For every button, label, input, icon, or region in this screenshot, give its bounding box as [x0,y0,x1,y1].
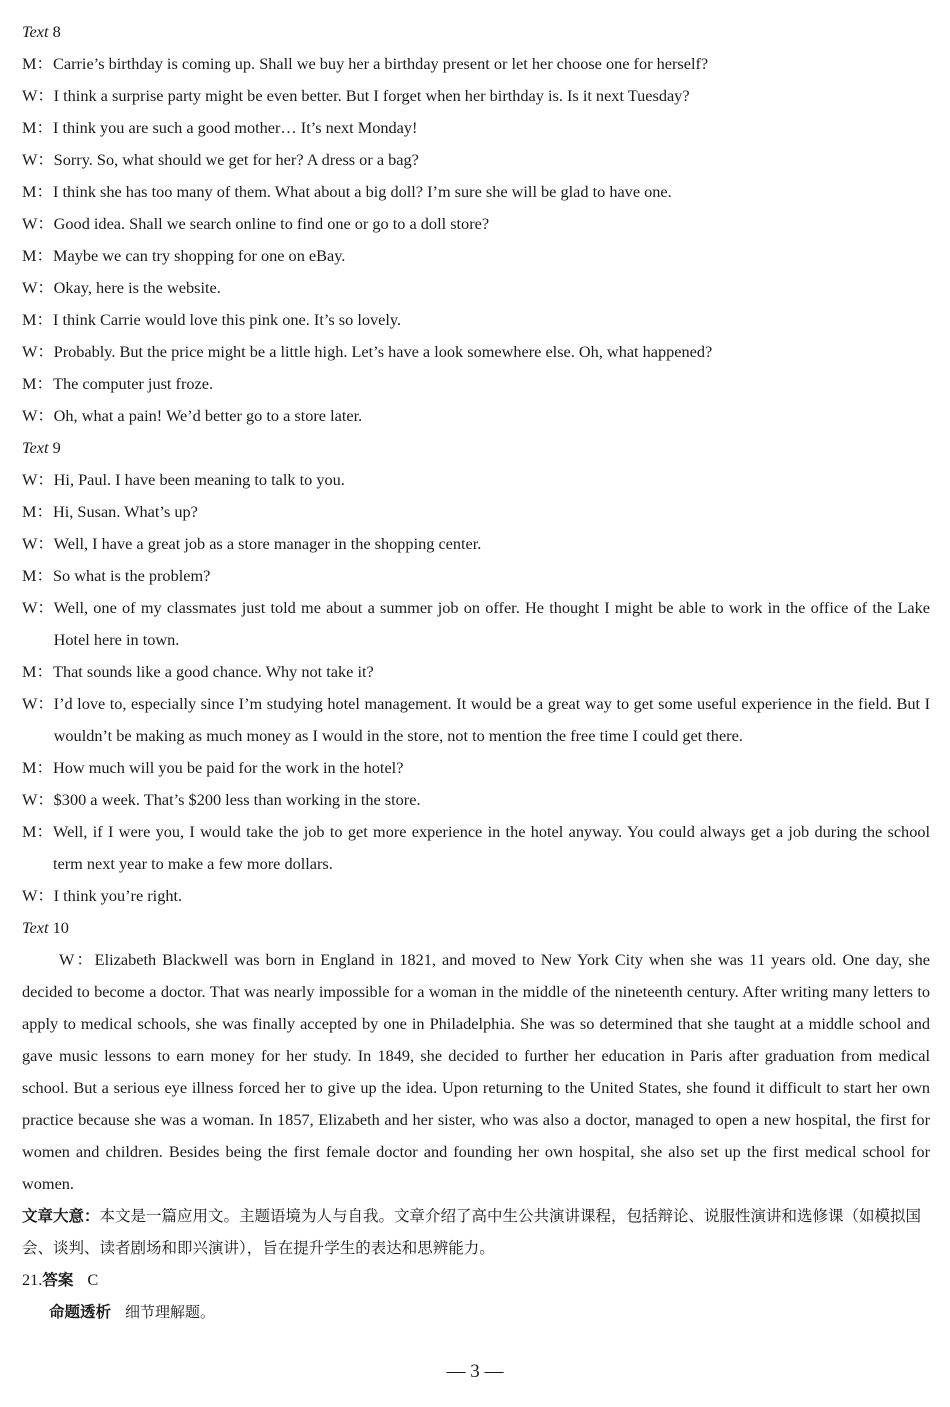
article-summary [22,1200,930,1264]
dialogue-lines [22,48,930,432]
utterance-text: I’d love to, especially since I’m studying hotel management. It would be a great way to get some useful experience in the field. But I wouldn’t be making as much money as I would in the store, not to mention the free time I could get there. [53,694,930,745]
speaker-label: M： [22,118,53,137]
speaker-label: M： [22,502,53,521]
speaker-label: W： [22,150,54,169]
dialogue-line [22,240,930,272]
title-prefix: Text [22,918,49,937]
utterance-text: Sorry. So, what should we get for her? A dress or a bag? [53,150,419,169]
dialogue-line [22,560,930,592]
speaker-label: M： [22,822,53,841]
utterance-text: Maybe we can try shopping for one on eBay. [53,246,346,265]
title-prefix: Text [22,22,49,41]
dialogue-line [22,880,930,912]
speaker-label: M： [22,758,53,777]
utterance-text: I think you are such a good mother… It’s next Monday! [53,118,418,137]
utterance-text: Probably. But the price might be a little high. Let’s have a look somewhere else. Oh, what happened? [53,342,713,361]
text10-title [22,912,930,944]
dialogue-line [22,784,930,816]
summary-text: 本文是一篇应用文。主题语境为人与自我。文章介绍了高中生公共演讲课程，包括辩论、说服性演讲和选修课（如模拟国会、谈判、读者剧场和即兴演讲），旨在提升学生的表达和思辨能力。 [22,1207,922,1257]
document-page [22,16,930,1328]
utterance-text: That sounds like a good chance. Why not take it? [53,662,374,681]
speaker-label: W： [22,470,54,489]
speaker-label: W： [22,278,54,297]
speaker-label: W： [22,534,54,553]
dialogue-line [22,304,930,336]
monologue-paragraph: W：Elizabeth Blackwell was born in England in 1821, and moved to New York City when she was 11 years old. One day, she decided to become a doctor. That was nearly impossible for a woman in the middle of the nineteenth century. After writing many letters to apply to medical schools, she was finally accepted by one in Philadelphia. She was so determined that she taught at a middle school and gave music lessons to earn money for her study. In 1849, she decided to further her education in Paris after graduation from medical school. But a serious eye illness forced her to give up the idea. Upon returning to the United States, she found it difficult to start her own practice because she was a woman. In 1857, Elizabeth and her sister, who was also a doctor, managed to open a new hospital, the first for women and children. Besides being the first female doctor and founding her own hospital, she also set up the first medical school for women. [22,950,930,1193]
dialogue-line [22,496,930,528]
dialogue-lines [22,464,930,912]
analysis-text: 细节理解题。 [125,1303,216,1321]
dialogue-line [22,656,930,688]
utterance-text: Well, one of my classmates just told me about a summer job on offer. He thought I might be able to work in the office of the Lake Hotel here in town. [53,598,930,649]
answer-label: 答案 [42,1271,74,1289]
dialogue-line [22,336,930,368]
utterance-text: How much will you be paid for the work in the hotel? [53,758,404,777]
speaker-label: M： [22,54,53,73]
dialogue-line [22,752,930,784]
text10-section [22,912,930,1200]
utterance-text: The computer just froze. [53,374,214,393]
speaker-label: W： [22,214,54,233]
title-prefix: Text [22,438,49,457]
utterance-text: I think she has too many of them. What about a big doll? I’m sure she will be glad to have one. [53,182,672,201]
speaker-label: W： [22,598,54,617]
answer-line [22,1264,930,1296]
utterance-text: I think you’re right. [53,886,183,905]
text9-title [22,432,930,464]
utterance-text: Oh, what a pain! We’d better go to a store later. [53,406,363,425]
utterance-text: Carrie’s birthday is coming up. Shall we buy her a birthday present or let her choose one for herself? [53,54,709,73]
utterance-text: $300 a week. That’s $200 less than working in the store. [53,790,421,809]
title-number: 10 [52,918,69,937]
speaker-label: M： [22,246,53,265]
title-number: 9 [52,438,61,457]
utterance-text: I think Carrie would love this pink one. It’s so lovely. [53,310,402,329]
dialogue-line [22,48,930,80]
utterance-text: So what is the problem? [53,566,211,585]
answer-value: C [87,1270,99,1289]
analysis-label: 命题透析 [49,1303,112,1321]
dialogue-line [22,464,930,496]
speaker-label: W： [22,86,54,105]
dialogue-line [22,400,930,432]
dialogue-line [22,816,930,880]
dialogue-line [22,208,930,240]
analysis-line [22,1296,930,1328]
utterance-text: Well, I have a great job as a store manager in the shopping center. [53,534,482,553]
dialogue-line [22,80,930,112]
speaker-label: M： [22,374,53,393]
summary-label: 文章大意： [22,1207,100,1225]
dialogue-line [22,144,930,176]
speaker-label: W： [22,342,54,361]
question-number: 21. [22,1270,43,1289]
speaker-label: M： [22,182,53,201]
page-number: — 3 — [446,1361,504,1382]
dialogue-line [22,112,930,144]
dialogue-line [22,528,930,560]
speaker-label: M： [22,662,53,681]
utterance-text: Hi, Susan. What’s up? [53,502,198,521]
speaker-label: W： [22,790,54,809]
utterance-text: Good idea. Shall we search online to find one or go to a doll store? [53,214,490,233]
utterance-text: Hi, Paul. I have been meaning to talk to you. [53,470,345,489]
dialogue-line [22,272,930,304]
speaker-label: W： [22,694,54,713]
speaker-label: M： [22,566,53,585]
speaker-label: M： [22,310,53,329]
text8-section [22,16,930,432]
dialogue-line [22,176,930,208]
utterance-text: Well, if I were you, I would take the job to get more experience in the hotel anyway. You could always get a job during the school term next year to make a few more dollars. [53,822,930,873]
dialogue-line [22,688,930,752]
title-number: 8 [52,22,61,41]
text9-section [22,432,930,912]
utterance-text: I think a surprise party might be even better. But I forget when her birthday is. Is it next Tuesday? [53,86,690,105]
speaker-label: W： [22,886,54,905]
speaker-label: W： [22,406,54,425]
text8-title [22,16,930,48]
utterance-text: Okay, here is the website. [53,278,221,297]
dialogue-line [22,592,930,656]
dialogue-line [22,368,930,400]
